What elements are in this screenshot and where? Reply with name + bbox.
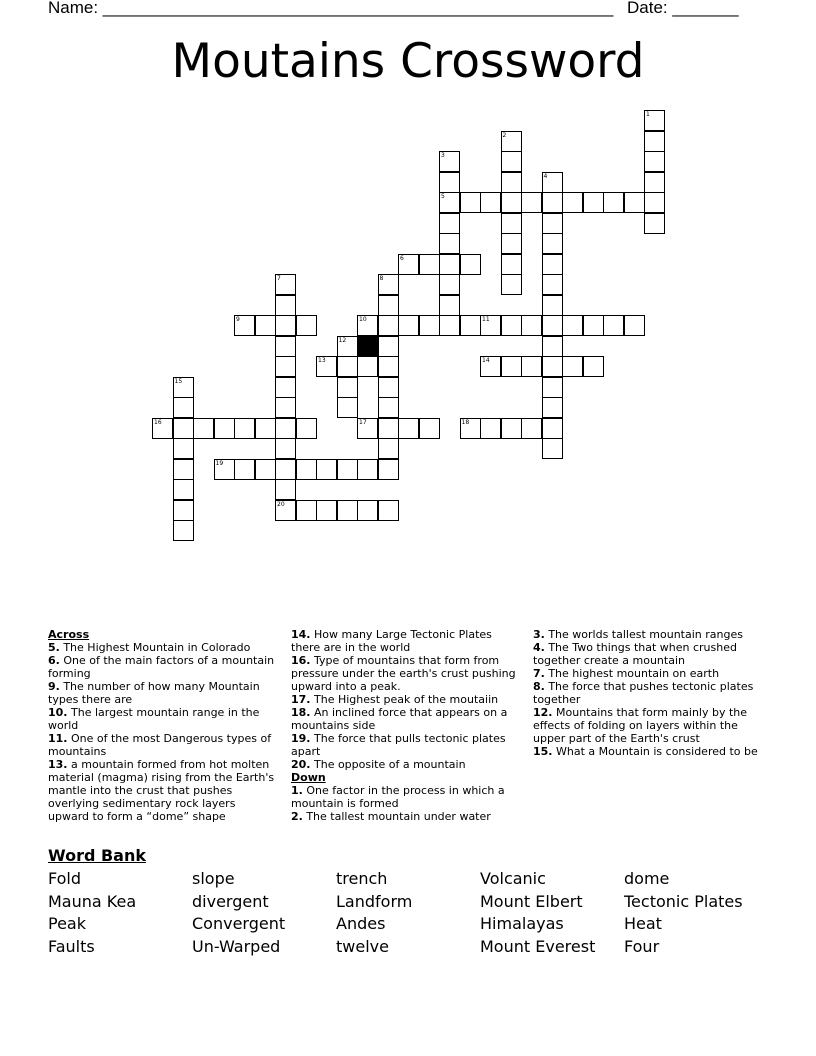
clue-item [533, 706, 763, 745]
clue-number: 9. [48, 680, 60, 693]
crossword-cell[interactable] [501, 213, 522, 234]
crossword-cell[interactable] [357, 418, 378, 439]
crossword-cell[interactable] [173, 418, 194, 439]
cell-number: 8 [379, 275, 384, 282]
clue-text: The Highest Mountain in Colorado [59, 641, 251, 654]
crossword-cell[interactable] [542, 274, 563, 295]
word-bank-column [336, 868, 412, 958]
cell-number: 6 [400, 254, 404, 262]
cell-number: 7 [277, 275, 281, 282]
clue-number: 10. [48, 706, 68, 719]
crossword-cell[interactable] [562, 315, 583, 336]
word-bank-word: Tectonic Plates [624, 891, 743, 911]
crossword-cell[interactable] [173, 397, 194, 418]
word-bank-word: twelve [336, 936, 389, 956]
crossword-cell[interactable] [275, 295, 296, 316]
crossword-cell[interactable] [275, 356, 296, 377]
crossword-cell[interactable] [357, 459, 378, 480]
crossword-cell[interactable] [644, 110, 665, 131]
crossword-cell[interactable] [337, 356, 358, 377]
clue-text: The highest mountain on earth [544, 667, 720, 680]
crossword-cell[interactable] [296, 500, 317, 521]
crossword-cell[interactable] [419, 418, 440, 439]
crossword-cell[interactable] [501, 356, 522, 377]
clue-text: How many Large Tectonic Plates there are in the world [291, 628, 492, 654]
crossword-cell[interactable] [378, 315, 399, 336]
crossword-cell[interactable] [480, 356, 501, 377]
cell-number: 15 [174, 377, 183, 385]
word-bank-word: Mauna Kea [48, 891, 137, 911]
crossword-cell[interactable] [521, 315, 542, 336]
crossword-cell[interactable] [275, 336, 296, 357]
clue-item [48, 732, 278, 758]
cell-number: 3 [441, 152, 445, 159]
name-field[interactable]: Name: ______________________________________________________ [48, 0, 614, 17]
crossword-cell[interactable] [275, 315, 296, 336]
crossword-cell[interactable] [624, 192, 645, 213]
clue-number: 2. [291, 810, 303, 823]
crossword-cell[interactable] [501, 254, 522, 275]
clue-item [533, 745, 763, 758]
crossword-cell[interactable] [439, 274, 460, 295]
crossword-cell[interactable] [275, 438, 296, 459]
word-bank-word: Convergent [192, 914, 286, 934]
word-bank-column [480, 868, 595, 958]
crossword-cell[interactable] [501, 172, 522, 193]
crossword-cell[interactable] [152, 418, 173, 439]
crossword-cell[interactable] [316, 356, 337, 377]
clue-number: 4. [533, 641, 545, 654]
crossword-cell[interactable] [439, 213, 460, 234]
clue-text: The Two things that when crushed together create a mountain [533, 641, 737, 667]
cell-number: 2 [502, 131, 507, 139]
crossword-cell[interactable] [542, 397, 563, 418]
crossword-cell[interactable] [378, 459, 399, 480]
crossword-cell[interactable] [214, 418, 235, 439]
word-bank-word: Mount Elbert [480, 891, 583, 911]
word-bank-word: Fold [48, 869, 82, 888]
clue-number: 6. [48, 654, 60, 667]
crossword-cell[interactable] [357, 315, 378, 336]
cell-number: 11 [482, 316, 490, 323]
clue-text: The number of how many Mountain types there are [48, 680, 260, 706]
clue-number: 15. [533, 745, 553, 758]
word-bank-column [624, 868, 743, 958]
clue-item [48, 654, 278, 680]
crossword-cell[interactable] [583, 356, 604, 377]
clue-section-heading: Down [291, 771, 326, 784]
clue-item [291, 706, 521, 732]
crossword-cell[interactable] [439, 172, 460, 193]
clue-item [291, 758, 521, 771]
crossword-cell[interactable] [480, 192, 501, 213]
clue-number: 1. [291, 784, 303, 797]
crossword-cell[interactable] [378, 336, 399, 357]
clue-text: Type of mountains that form from pressure under the earth's crust pushing upward into a peak. [291, 654, 516, 693]
crossword-cell[interactable] [316, 500, 337, 521]
crossword-cell[interactable] [275, 500, 296, 521]
crossword-cell[interactable] [439, 295, 460, 316]
crossword-cell[interactable] [275, 397, 296, 418]
crossword-cell[interactable] [460, 315, 481, 336]
crossword-cell[interactable] [275, 377, 296, 398]
date-field[interactable]: Date: _______ [627, 0, 739, 17]
crossword-cell[interactable] [255, 459, 276, 480]
word-bank-word: Peak [48, 914, 86, 934]
crossword-cell[interactable] [562, 192, 583, 213]
crossword-cell[interactable] [357, 356, 378, 377]
crossword-cell[interactable] [501, 315, 522, 336]
word-bank-word: slope [192, 869, 235, 888]
crossword-cell[interactable] [357, 500, 378, 521]
clue-text: The opposite of a mountain [310, 758, 466, 771]
crossword-cell[interactable] [460, 418, 481, 439]
cell-number: 19 [215, 459, 224, 467]
clue-text: The force that pulls tectonic plates apart [291, 732, 506, 758]
clue-text: a mountain formed from hot molten material (magma) rising from the Earth's mantle into the crust that pushes overlying sedimentary rock layers upward to form a “dome” shape [48, 758, 275, 823]
clue-item [533, 628, 763, 641]
crossword-cell[interactable] [193, 418, 214, 439]
clue-item [291, 654, 521, 693]
cell-number: 20 [277, 500, 285, 508]
clue-text: The largest mountain range in the world [48, 706, 260, 732]
clue-number: 20. [291, 758, 311, 771]
crossword-cell[interactable] [378, 274, 399, 295]
clue-number: 17. [291, 693, 311, 706]
crossword-cell[interactable] [275, 418, 296, 439]
clue-item [291, 693, 521, 706]
crossword-cell[interactable] [501, 418, 522, 439]
word-bank-word: Volcanic [480, 869, 546, 888]
crossword-cell[interactable] [501, 192, 522, 213]
clues-column-3 [533, 628, 763, 758]
clue-text: The tallest mountain under water [302, 810, 491, 823]
clue-number: 14. [291, 628, 311, 641]
cell-number: 13 [318, 357, 326, 364]
clue-text: An inclined force that appears on a mountains side [291, 706, 508, 732]
word-bank-title: Word Bank [48, 846, 147, 865]
cell-number: 17 [359, 418, 367, 426]
word-bank-word: Landform [336, 891, 413, 911]
crossword-cell[interactable] [480, 315, 501, 336]
clue-number: 7. [533, 667, 545, 680]
word-bank-word: Andes [336, 914, 386, 934]
crossword-cell[interactable] [542, 336, 563, 357]
crossword-cell[interactable] [398, 315, 419, 336]
clue-text: One of the most Dangerous types of mountains [48, 732, 272, 758]
clue-item [291, 628, 521, 654]
crossword-cell[interactable] [398, 418, 419, 439]
clue-item [291, 810, 521, 823]
crossword-cell[interactable] [337, 459, 358, 480]
crossword-cell[interactable] [296, 418, 317, 439]
crossword-cell[interactable] [398, 254, 419, 275]
clue-number: 13. [48, 758, 68, 771]
crossword-cell[interactable] [337, 336, 358, 357]
crossword-cell[interactable] [419, 315, 440, 336]
crossword-cell[interactable] [275, 274, 296, 295]
word-bank-word: divergent [192, 891, 269, 911]
clue-number: 5. [48, 641, 60, 654]
crossword-cell[interactable] [255, 315, 276, 336]
crossword-cell[interactable] [521, 418, 542, 439]
crossword-cell[interactable] [173, 377, 194, 398]
crossword-cell[interactable] [234, 418, 255, 439]
crossword-cell[interactable] [296, 315, 317, 336]
crossword-cell[interactable] [542, 233, 563, 254]
clue-number: 12. [533, 706, 553, 719]
word-bank-word: Four [624, 936, 660, 956]
page-title: Moutains Crossword [171, 34, 645, 89]
clue-item [533, 641, 763, 667]
clue-text: One of the main factors of a mountain forming [48, 654, 275, 680]
crossword-cell[interactable] [460, 192, 481, 213]
crossword-cell[interactable] [501, 131, 522, 152]
cell-number: 1 [646, 111, 650, 118]
crossword-cell[interactable] [542, 295, 563, 316]
clue-section-heading: Across [48, 628, 90, 641]
crossword-cell[interactable] [214, 459, 235, 480]
clue-item [291, 784, 521, 810]
word-bank-word: trench [336, 869, 388, 888]
clue-number: 8. [533, 680, 545, 693]
crossword-cell[interactable] [378, 418, 399, 439]
crossword-cell[interactable] [521, 192, 542, 213]
clue-number: 11. [48, 732, 68, 745]
crossword-cell[interactable] [460, 254, 481, 275]
crossword-cell[interactable] [234, 315, 255, 336]
word-bank-word: Himalayas [480, 914, 564, 934]
word-bank-word: dome [624, 869, 670, 888]
crossword-cell[interactable] [275, 479, 296, 500]
clue-number: 19. [291, 732, 311, 745]
crossword-cell[interactable] [562, 356, 583, 377]
crossword-cell[interactable] [173, 479, 194, 500]
crossword-cell[interactable] [501, 151, 522, 172]
crossword-cell[interactable] [419, 254, 440, 275]
crossword-cell[interactable] [337, 397, 358, 418]
crossword-cell[interactable] [644, 192, 665, 213]
crossword-cell[interactable] [378, 377, 399, 398]
word-bank-word: Un-Warped [192, 936, 281, 956]
crossword-cell[interactable] [644, 131, 665, 152]
crossword-cell[interactable] [624, 315, 645, 336]
crossword-cell[interactable] [542, 254, 563, 275]
crossword-cell[interactable] [603, 315, 624, 336]
clue-item [48, 758, 278, 823]
cell-number: 9 [236, 316, 240, 323]
clue-number: 3. [533, 628, 545, 641]
cell-number: 5 [441, 193, 445, 200]
crossword-cell[interactable] [644, 151, 665, 172]
word-bank-word: Faults [48, 936, 95, 956]
crossword-cell[interactable] [480, 418, 501, 439]
crossword-cell[interactable] [173, 520, 194, 541]
clue-text: The Highest peak of the moutaiin [310, 693, 499, 706]
crossword-cell[interactable] [644, 172, 665, 193]
crossword-cell[interactable] [275, 459, 296, 480]
crossword-cell[interactable] [521, 356, 542, 377]
crossword-cell[interactable] [173, 438, 194, 459]
clue-item [48, 706, 278, 732]
crossword-cell[interactable] [542, 418, 563, 439]
cell-number: 4 [543, 172, 548, 180]
cell-number: 10 [359, 316, 367, 323]
cell-number: 18 [461, 418, 470, 426]
crossword-cell[interactable] [173, 500, 194, 521]
crossword-cell[interactable] [501, 274, 522, 295]
crossword-cell[interactable] [542, 315, 563, 336]
clue-text: The force that pushes tectonic plates together [533, 680, 754, 706]
word-bank-column [192, 868, 285, 958]
clue-item [48, 641, 278, 654]
crossword-cell[interactable] [542, 192, 563, 213]
clue-number: 18. [291, 706, 311, 719]
crossword-cell[interactable] [378, 356, 399, 377]
crossword-cell[interactable] [439, 233, 460, 254]
crossword-cell[interactable] [234, 459, 255, 480]
crossword-cell[interactable] [603, 192, 624, 213]
clue-item [533, 680, 763, 706]
crossword-cell[interactable] [542, 438, 563, 459]
clue-item [291, 732, 521, 758]
crossword-cell[interactable] [378, 500, 399, 521]
crossword-cell[interactable] [255, 418, 276, 439]
clue-text: One factor in the process in which a mountain is formed [291, 784, 505, 810]
crossword-cell[interactable] [378, 397, 399, 418]
word-bank-column [48, 868, 136, 958]
crossword-cell[interactable] [296, 459, 317, 480]
crossword-cell[interactable] [173, 459, 194, 480]
clues-column-1 [48, 628, 278, 823]
clue-text: Mountains that form mainly by the effects of folding on layers within the upper part of the Earth's crust [533, 706, 748, 745]
cell-number: 16 [154, 418, 162, 426]
crossword-cell[interactable] [439, 254, 460, 275]
clue-text: The worlds tallest mountain ranges [544, 628, 743, 641]
crossword-cell[interactable] [337, 377, 358, 398]
clues-column-2 [291, 628, 521, 823]
clue-item [48, 680, 278, 706]
crossword-cell[interactable] [316, 459, 337, 480]
clue-item [533, 667, 763, 680]
crossword-cell[interactable] [542, 213, 563, 234]
crossword-cell[interactable] [501, 233, 522, 254]
word-bank-word: Heat [624, 914, 662, 934]
crossword-cell[interactable] [542, 356, 563, 377]
crossword-block [357, 336, 378, 357]
crossword-cell[interactable] [337, 500, 358, 521]
word-bank-word: Mount Everest [480, 936, 596, 956]
crossword-cell[interactable] [583, 192, 604, 213]
clue-text: What a Mountain is considered to be [552, 745, 758, 758]
crossword-cell[interactable] [583, 315, 604, 336]
cell-number: 12 [338, 336, 347, 344]
crossword-cell[interactable] [439, 315, 460, 336]
crossword-cell[interactable] [378, 295, 399, 316]
crossword-cell[interactable] [439, 192, 460, 213]
crossword-cell[interactable] [542, 377, 563, 398]
crossword-cell[interactable] [378, 438, 399, 459]
crossword-cell[interactable] [439, 151, 460, 172]
crossword-cell[interactable] [542, 172, 563, 193]
cell-number: 14 [482, 357, 490, 364]
crossword-cell[interactable] [644, 213, 665, 234]
clue-number: 16. [291, 654, 311, 667]
